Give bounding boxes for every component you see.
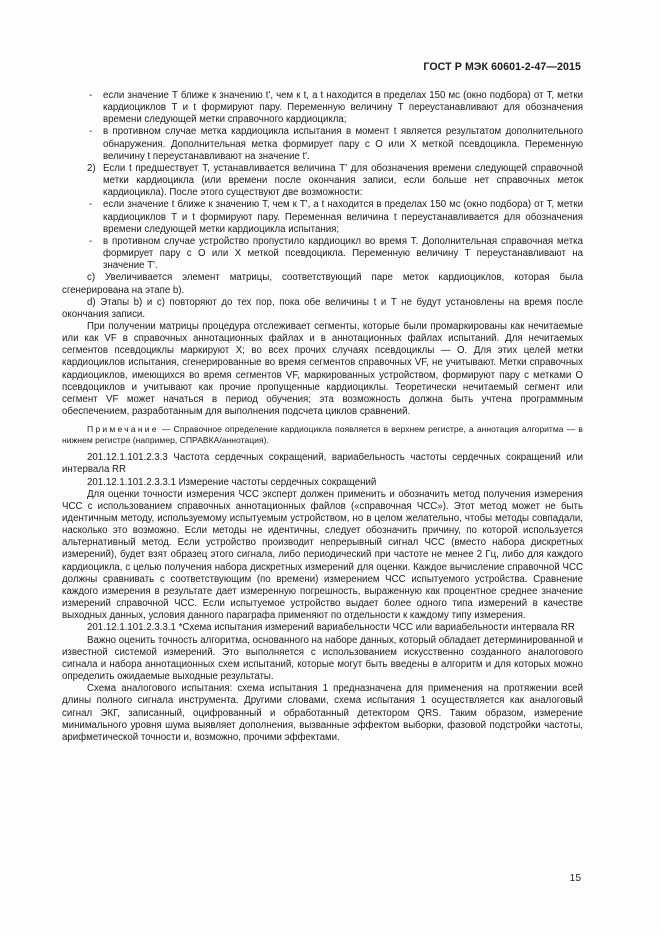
list-item bbox=[62, 236, 583, 272]
paragraph-accuracy: Важно оценить точность алгоритма, основанного на наборе данных, который обладает детерминированной и известной системой измерений. Это выполняется с использованием искусственно созданного аналогового сигнала и набора аннотационных схем испытаний, которые могут быть введены в алгоритм и для которых можно определить ожидаемые выходные результаты. bbox=[62, 634, 583, 683]
page-content bbox=[62, 90, 583, 744]
page-number: 15 bbox=[569, 873, 581, 884]
note bbox=[62, 424, 583, 446]
section-heading: 201.12.1.101.2.3.3 Частота сердечных сокращений, вариабельность частоты сердечных сокращений или интервала RR bbox=[62, 452, 583, 476]
note-text: — Справочное определение кардиоцикла появляется в верхнем регистре, а аннотация алгоритма — в нижнем регистре (например, СПРАВКА/аннотация). bbox=[62, 424, 584, 446]
paragraph-hr-measurement: Для оценки точности измерения ЧСС эксперт должен применить и обозначить метод получения измерения ЧСС с использованием справочных аннотационных файлов («справочная ЧСС»). Этот метод может не быть идентичным методу, используемому испытуемым устройством, но в целом желательно, чтобы методы совпадали, насколько это возможно. Если методы не идентичны, следует обозначить причину, по которой используется альтернативный метод. Если устройство производит непрерывный сигнал ЧСС (вместо набора дискретных измерений), будет взят образец этого сигнала, либо периодический при частоте не менее 2 Гц, либо для каждого кардиоцикла, с целью получения набора дискретных измерений для оценки. Каждое вычисление справочной ЧСС должны сравнивать с соответствующим (по времени) измерением ЧСС испытуемого устройства. Сравнение каждого измерения в результате дает измеренную погрешность, выраженную как процентное среднее значение измерений справочной ЧСС. Если испытуемое устройство выдает более одного типа измерений в качестве выходных данных, условия данного параграфа применяют по отдельности к каждому типу измерения. bbox=[62, 488, 583, 622]
list-item-text: если значение T ближе к значению t', чем к t, а t находится в пределах 150 мс (окно подбора) от T, метки кардиоциклов T и t формируют пару. Переменную величину T переустанавливают для обозначения времени следующей метки справочного кардиоцикла; bbox=[103, 90, 583, 126]
item-number: 2) bbox=[87, 162, 96, 174]
list-item bbox=[62, 199, 583, 235]
subsection-heading: 201.12.1.101.2.3.3.1 *Схема испытания измерений вариабельности ЧСС или вариабельности интервала RR bbox=[87, 622, 575, 634]
dash-bullet: - bbox=[89, 90, 93, 101]
paragraph-step-c: c) Увеличивается элемент матрицы, соответствующий паре меток кардиоциклов, которая была сгенерирована на этапе b). bbox=[62, 272, 583, 296]
list-item-text: если значение t ближе к значению T, чем к T', а t находится в пределах 150 мс (окно подбора) от T, метки кардиоциклов T и t формируют пару. Переменная величина t переустанавливается для обозначения времени следующей метки кардиоцикла испытания; bbox=[103, 199, 583, 235]
list-item-text: в противном случае метка кардиоцикла испытания в момент t является результатом дополнительного обнаружения. Дополнительная метка формирует пару с O или X меткой псевдоцикла. Переменную величину t переустанавливают на значение t'. bbox=[103, 126, 583, 162]
dash-bullet: - bbox=[89, 126, 93, 138]
numbered-item-text: Если t предшествует T, устанавливается величина T' для обозначения времени следующей справочной метки кардиоцикла (или времени после окончания записи, если больше нет справочных меток кардиоцикла). После этого существуют две возможности: bbox=[103, 162, 583, 199]
list-item bbox=[62, 90, 583, 126]
dash-bullet: - bbox=[89, 199, 93, 211]
standard-header: ГОСТ Р МЭК 60601-2-47—2015 bbox=[423, 61, 581, 73]
numbered-item bbox=[62, 163, 583, 199]
paragraph-analog-scheme: Схема аналогового испытания: схема испытания 1 предназначена для применения на протяжении всей длины полного сигнала инструмента. Другими словами, схема испытания 1 осуществляется как аналоговый сигнал ЭКГ, записанный, оцифрованный и обработанный детектором QRS. Таким образом, измерение минимального уровня шума выявляет дополнения, вызванные эффектом выборки, фазовой подстройки частоты, арифметической точности и, возможно, прочими эффектами. bbox=[62, 683, 583, 743]
paragraph-matrix: При получении матрицы процедура отслеживает сегменты, которые были промаркированы как нечитаемые или как VF в справочных аннотационных файлах и в аннотационных файлах испытаний. Для нечитаемых сегментов псевдоциклы маркируют X; во всех прочих случаях псевдоциклы — O. Для этих целей метки кардиоциклов испытания, сгенерированные во время сегментов справочных VF, не учитывают. Метки справочных кардиоциклов, имеющихся во время сегментов VF, маркированных устройством, формируют пару с метками O псевдоциклов и учитывают как прочие пропущенные кардиоциклы. Теоретически нечитаемый сегмент или сегмент VF может начаться в период обучения; эта возможность должна быть учтена программным обеспечением, разработанным для выполнения подсчета циклов сравнений. bbox=[62, 320, 583, 418]
dash-bullet: - bbox=[89, 235, 93, 247]
paragraph-step-d: d) Этапы b) и c) повторяют до тех пор, пока обе величины t и T не будут установлены на время после окончания записи. bbox=[62, 296, 583, 320]
subsection-heading: 201.12.1.101.2.3.3.1 Измерение частоты сердечных сокращений bbox=[87, 476, 377, 488]
list-item-text: в противном случае устройство пропустило кардиоцикл во время T. Дополнительная справочная метка формирует пару с O или X меткой псевдоцикла. Переменную величину T переустанавливают на значение T'. bbox=[103, 235, 583, 272]
note-label: Примечание bbox=[87, 424, 159, 435]
list-item bbox=[62, 126, 583, 162]
